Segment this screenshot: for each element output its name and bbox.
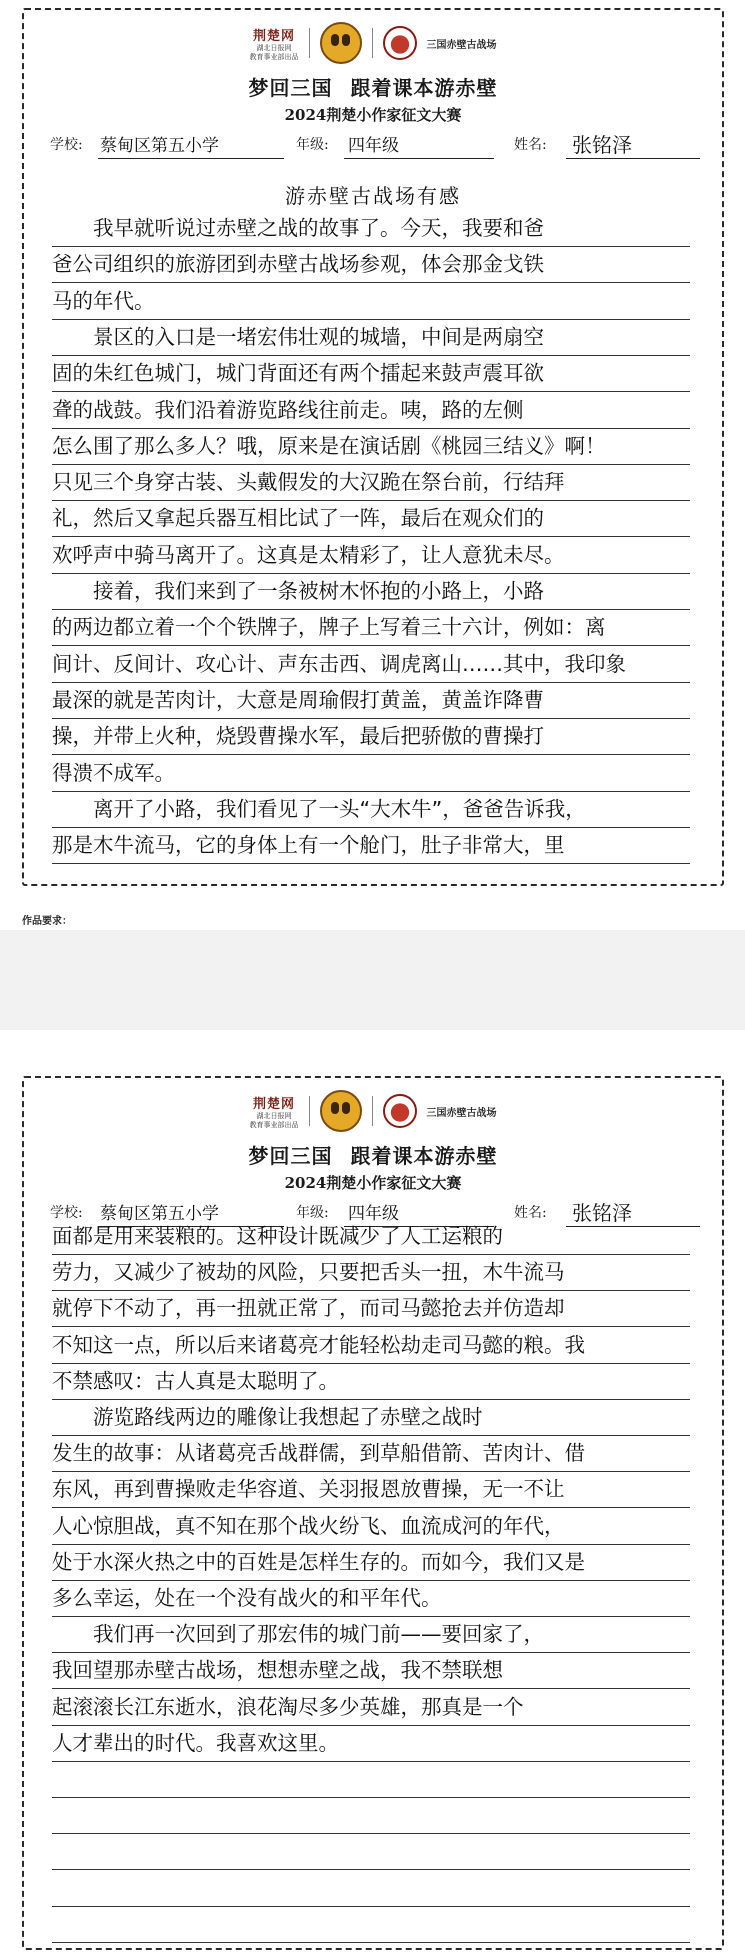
essay-line: [52, 1833, 690, 1870]
page-header: [24, 16, 722, 166]
student-info: [34, 134, 712, 162]
essay-line: 不知这一点，所以后来诸葛亮才能轻松劫走司马懿的粮。我: [52, 1327, 690, 1364]
essay-page-2: [22, 1076, 724, 1950]
essay-line: 爸公司组织的旅游团到赤壁古战场参观，体会那金戈铁: [52, 246, 690, 283]
essay-line: [52, 1797, 690, 1834]
jingchu-logo-sub1: 湖北日报网: [256, 1111, 292, 1120]
grade-label: 年级:: [296, 137, 329, 153]
essay-line: 不禁感叹：古人真是太聪明了。: [52, 1363, 690, 1400]
essay-line: 处于水深火热之中的百姓是怎样生存的。而如今，我们又是: [52, 1544, 690, 1581]
essay-line: [52, 1870, 690, 1907]
essay-line: 礼，然后又拿起兵器互相比试了一阵，最后在观众们的: [52, 500, 690, 537]
essay-line: 起滚滚长江东逝水，浪花淘尽多少英雄，那真是一个: [52, 1689, 690, 1726]
essay-line: 聋的战鼓。我们沿着游览路线往前走。咦，路的左侧: [52, 392, 690, 429]
essay-line: 怎么围了那么多人？哦，原来是在演话剧《桃园三结义》啊！: [52, 428, 690, 465]
jingchu-logo: [250, 25, 299, 62]
page-gap: [0, 930, 745, 1030]
jingchu-logo: [250, 1093, 299, 1130]
essay-line: 游览路线两边的雕像让我想起了赤壁之战时: [52, 1399, 690, 1436]
essay-line: 只见三个身穿古装、头戴假发的大汉跪在祭台前，行结拜: [52, 464, 690, 501]
name-label: 姓名:: [514, 1205, 547, 1221]
contest-title: [24, 1140, 722, 1169]
essay-line: 间计、反间计、攻心计、声东击西、调虎离山……其中，我印象: [52, 646, 690, 683]
jingchu-logo-name: 荆楚网: [252, 1096, 295, 1112]
essay-title: 游赤壁古战场有感: [285, 184, 461, 208]
essay-line: 我回望那赤壁古战场，想想赤壁之战，我不禁联想: [52, 1652, 690, 1689]
contest-subtitle: 2024荆楚小作家征文大赛: [284, 106, 462, 124]
drum-icon: [383, 26, 417, 60]
school-label: 学校:: [50, 137, 83, 153]
essay-line: 发生的故事：从诸葛亮舌战群儒，到草船借箭、苦肉计、借: [52, 1435, 690, 1472]
essay-line: [52, 1761, 690, 1798]
grade-label: 年级:: [296, 1205, 329, 1221]
essay-line: 欢呼声中骑马离开了。这真是太精彩了，让人意犹未尽。: [52, 537, 690, 574]
essay-line: 面都是用来装粮的。这种设计既减少了人工运粮的: [52, 1218, 690, 1255]
name-underline: [566, 158, 700, 159]
essay-line: 我早就听说过赤壁之战的故事了。今天，我要和爸: [52, 210, 690, 247]
name-value: 张铭泽: [572, 1201, 632, 1225]
essay-line: 人才辈出的时代。我喜欢这里。: [52, 1725, 690, 1762]
contest-subtitle: 2024荆楚小作家征文大赛: [284, 1174, 462, 1192]
logo-divider: [309, 28, 310, 58]
page-header: [24, 1084, 722, 1234]
name-value: 张铭泽: [572, 133, 632, 157]
essay-line: 最深的就是苦肉计，大意是周瑜假打黄盖，黄盖诈降曹: [52, 682, 690, 719]
grade-value: 四年级: [348, 136, 399, 156]
essay-line: 劳力，又减少了被劫的风险，只要把舌头一扭，木牛流马: [52, 1254, 690, 1291]
essay-line: 操，并带上火种，烧毁曹操水军，最后把骄傲的曹操打: [52, 718, 690, 755]
school-underline: [98, 158, 284, 159]
essay-line: 景区的入口是一堵宏伟壮观的城墙，中间是两扇空: [52, 319, 690, 356]
essay-line: 马的年代。: [52, 283, 690, 320]
essay-line: 人心惊胆战，真不知在那个战火纷飞、血流成河的年代，: [52, 1508, 690, 1545]
school-label: 学校:: [50, 1205, 83, 1221]
title-part-1: 梦回三国: [248, 76, 333, 100]
chibi-logo-text: 三国赤壁古战场: [426, 1107, 497, 1119]
contest-mascot-icon: [320, 22, 362, 64]
contest-mascot-icon: [320, 1090, 362, 1132]
chibi-logo-text: 三国赤壁古战场: [426, 39, 497, 51]
logo-divider: [372, 1096, 373, 1126]
name-label: 姓名:: [514, 137, 547, 153]
school-value: 蔡甸区第五小学: [100, 136, 219, 156]
logo-divider: [372, 28, 373, 58]
title-part-2: 跟着课本游赤壁: [350, 1144, 498, 1168]
essay-line: [52, 1906, 690, 1943]
logo-divider: [309, 1096, 310, 1126]
logo-bar: [24, 1088, 722, 1134]
essay-line: 固的朱红色城门，城门背面还有两个擂起来鼓声震耳欲: [52, 355, 690, 392]
title-part-2: 跟着课本游赤壁: [350, 76, 498, 100]
grade-value: 四年级: [348, 1204, 399, 1224]
jingchu-logo-sub2: 教育事业部出品: [249, 52, 299, 61]
logo-bar: [24, 20, 722, 66]
essay-line: 多么幸运，处在一个没有战火的和平年代。: [52, 1580, 690, 1617]
requirements-label: 作品要求：: [22, 916, 72, 927]
grade-underline: [344, 158, 494, 159]
school-value: 蔡甸区第五小学: [100, 1204, 219, 1224]
essay-line: 接着，我们来到了一条被树木怀抱的小路上，小路: [52, 573, 690, 610]
jingchu-logo-name: 荆楚网: [252, 28, 295, 44]
essay-page-1: [22, 8, 724, 886]
essay-line: 的两边都立着一个个铁牌子，牌子上写着三十六计，例如：离: [52, 609, 690, 646]
contest-title: [24, 72, 722, 101]
jingchu-logo-sub2: 教育事业部出品: [249, 1120, 299, 1129]
drum-icon: [383, 1094, 417, 1128]
essay-line: 东风，再到曹操败走华容道、关羽报恩放曹操，无一不让: [52, 1471, 690, 1508]
essay-line: 我们再一次回到了那宏伟的城门前——要回家了，: [52, 1616, 690, 1653]
essay-line: 就停下不动了，再一扭就正常了，而司马懿抢去并仿造却: [52, 1290, 690, 1327]
essay-line: 那是木牛流马，它的身体上有一个舱门，肚子非常大，里: [52, 827, 690, 864]
essay-line: 得溃不成军。: [52, 755, 690, 792]
essay-line: 离开了小路，我们看见了一头“大木牛”，爸爸告诉我，: [52, 791, 690, 828]
title-part-1: 梦回三国: [248, 1144, 333, 1168]
jingchu-logo-sub1: 湖北日报网: [256, 43, 292, 52]
